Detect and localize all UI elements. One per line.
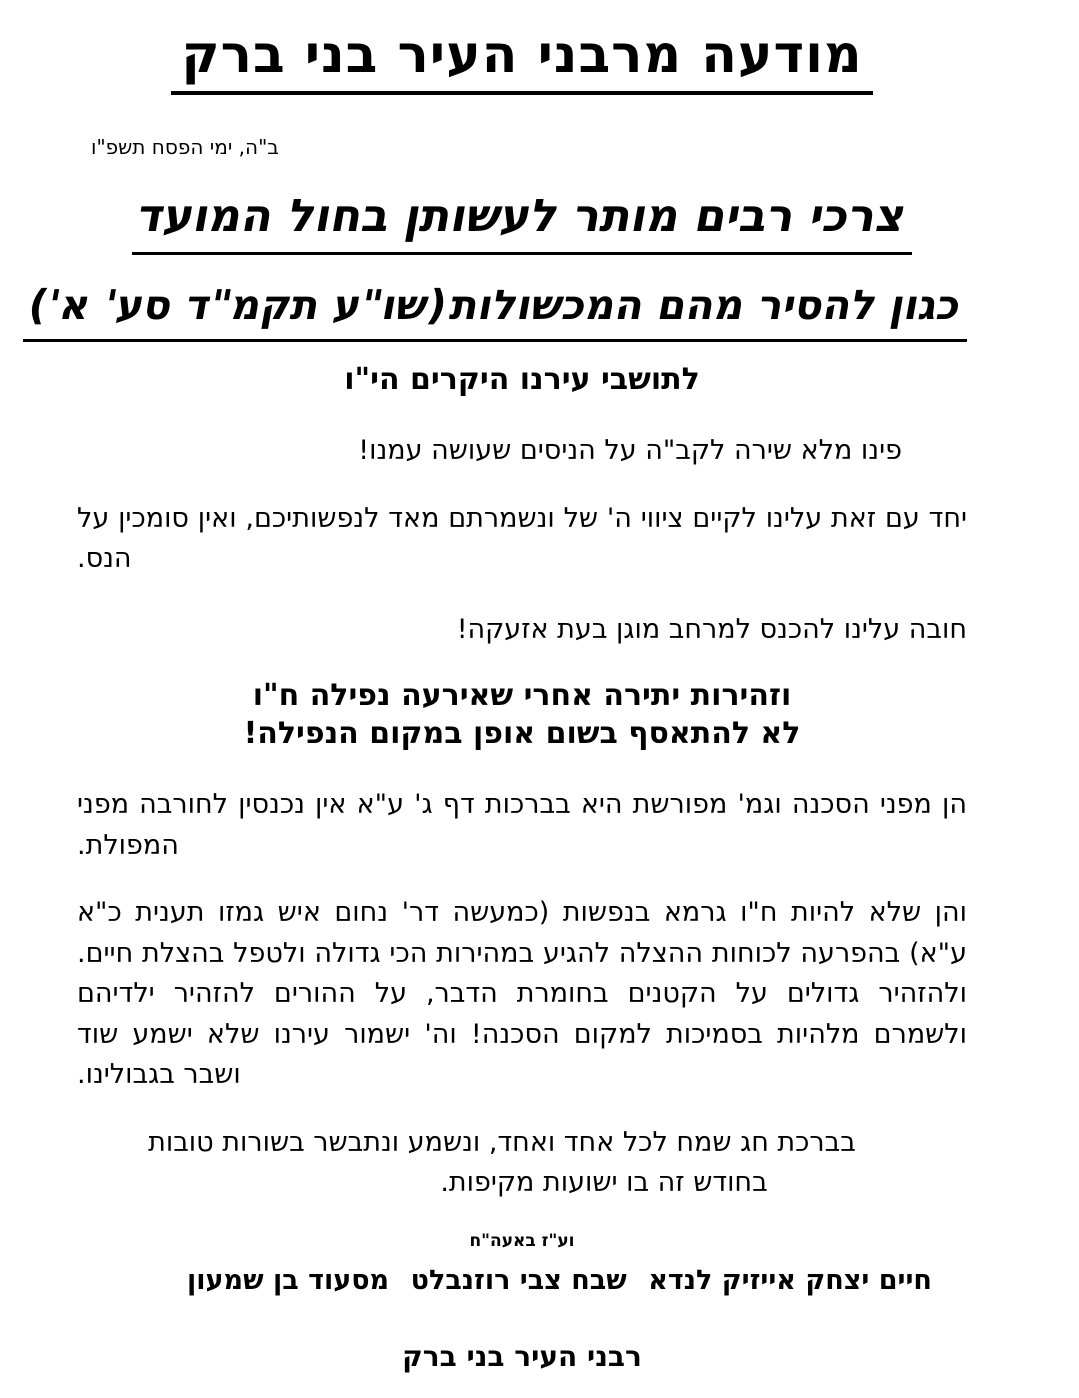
headline-underline-1 bbox=[132, 189, 912, 255]
title-wrap bbox=[77, 25, 967, 95]
halacha-source-ref: (שו"ע תקמ"ד סע' א') bbox=[24, 281, 451, 329]
headline-line1-wrap bbox=[77, 189, 967, 255]
headline-line1: צרכי רבים מותר לעשותן בחול המועד bbox=[133, 189, 911, 242]
signatories-role: רבני העיר בני ברק bbox=[402, 1339, 642, 1373]
paragraph-shelter-duty: חובה עלינו להכנס למרחב מוגן בעת אזעקה! bbox=[456, 613, 967, 645]
warning-block bbox=[77, 677, 967, 753]
signatory-name-rosenblatt: שבח צבי רוזנבלט bbox=[410, 1264, 627, 1296]
page-title: מודעה מרבני העיר בני ברק bbox=[171, 25, 872, 95]
headline-line2-wrap bbox=[24, 281, 967, 342]
signatories-row bbox=[77, 1265, 967, 1296]
warning-line1: וזהירות יתירה אחרי שאירעה נפילה ח"ו bbox=[252, 678, 792, 713]
paragraph-danger-reason: הן מפני הסכנה וגמ' מפורשת היא בברכות דף ג' ע"א אין נכנסין לחורבה מפני המפולת. bbox=[77, 789, 967, 861]
paragraph-guard-souls: יחד עם זאת עלינו לקיים ציווי ה' של ונשמרתם מאד לנפשותיכם, ואין סומכין על הנס. bbox=[77, 502, 967, 574]
date-line: ב"ה, ימי הפסח תשפ"ו bbox=[91, 135, 279, 159]
salutation: לתושבי עירנו היקרים הי"ו bbox=[344, 362, 700, 397]
signatory-name-ben-shimon: מסעוד בן שמעון bbox=[187, 1264, 390, 1296]
paragraph-opening-praise: פינו מלא שירה לקב"ה על הניסים שעושה עמנו! bbox=[358, 435, 902, 466]
warning-line2: לא להתאסף בשום אופן במקום הנפילה! bbox=[243, 716, 801, 752]
signatory-name-landau: חיים יצחק אייזיק לנדא bbox=[648, 1264, 932, 1296]
signoff-abbreviation: וע"ז באעה"ח bbox=[469, 1230, 575, 1251]
headline-line2: כגון להסיר מהם המכשולות bbox=[447, 281, 966, 329]
headline-underline-2 bbox=[23, 281, 967, 342]
blessing-line1: בברכת חג שמח לכל אחד ואחד, ונשמע ונתבשר בשורות טובות bbox=[148, 1126, 856, 1158]
paragraph-rescue-reason: והן שלא להיות ח"ו גרמא בנפשות (כמעשה דר' נחום איש גמזו תענית כ"א ע"א) בהפרעה לכוחות ההצלה להגיע במהירות הכי גדולה ולטפל בהצלת חיים. ולהזהיר גדולים על הקטנים בחומרת הדבר, על ההורים להזהיר ילדיהם ולשמרם מלהיות בסמיכות למקום הסכנה! וה' ישמור עירנו שלא ישמע שוד ושבר בגבולינו. bbox=[77, 897, 967, 1091]
blessing-line2: בחודש זה בו ישועות מקיפות. bbox=[440, 1166, 768, 1198]
closing-blessing bbox=[77, 1123, 967, 1203]
